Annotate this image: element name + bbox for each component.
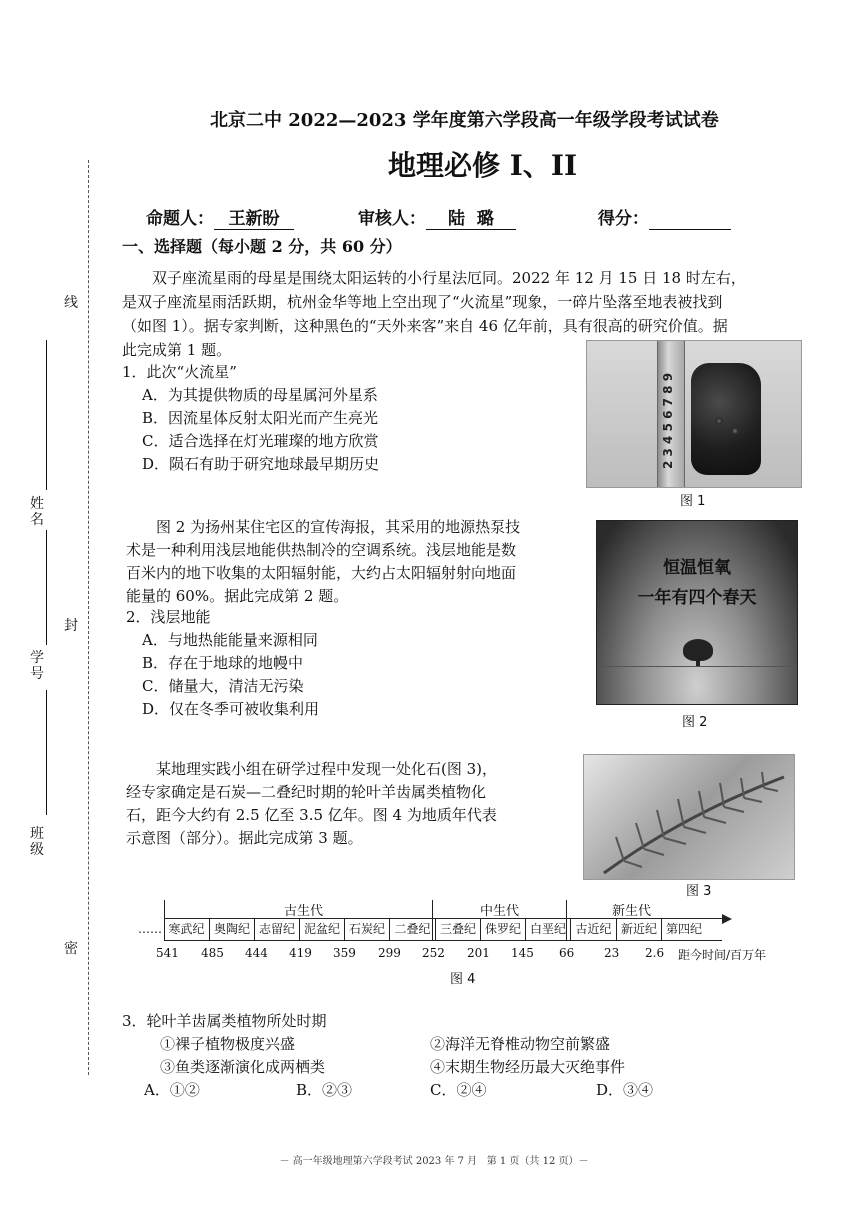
- poster-line-2: 一年有四个春天: [637, 588, 757, 608]
- period-permian: 二叠纪: [390, 918, 436, 940]
- period-row: [164, 918, 724, 940]
- era-cenozoic: 新生代: [612, 904, 652, 919]
- figure4-geologic-timeline: [136, 896, 796, 966]
- passage3-line-3: 石，距今大约有 2.5 亿至 3.5 亿年。图 4 为地质年代表: [126, 806, 497, 824]
- q1-option-d: D．陨石有助于研究地球最早期历史: [142, 455, 380, 473]
- binding-margin: [0, 0, 100, 1100]
- period-quaternary: 第四纪: [665, 922, 702, 936]
- timeline-ellipsis: ……: [138, 922, 162, 936]
- era-mesozoic: 中生代: [480, 904, 520, 919]
- poster-line-1: 恒温恒氧: [663, 558, 731, 578]
- period-devonian: 泥盆纪: [300, 918, 345, 940]
- q2-option-c: C．储量大，清洁无污染: [142, 677, 304, 695]
- passage3-line-4: 示意图（部分）。据此完成第 3 题。: [126, 829, 363, 847]
- q3-statement-1: ①裸子植物极度兴盛: [160, 1035, 296, 1053]
- q1-option-c: C．适合选择在灯光璀璨的地方欣赏: [142, 432, 379, 450]
- timeline-axis-label: 距今时间/百万年: [678, 948, 767, 962]
- q1-option-b: B．因流星体反射太阳光而产生亮光: [142, 409, 379, 427]
- passage3-line-2: 经专家确定是石炭—二叠纪时期的轮叶羊齿属类植物化: [126, 783, 487, 801]
- class-label: 班级: [30, 826, 44, 858]
- q2-option-d: D．仅在冬季可被收集利用: [142, 700, 320, 718]
- name-field-line: [46, 340, 47, 490]
- school-exam-title: 北京二中 2022—2023 学年度第六学段高一年级学段考试试卷: [210, 110, 719, 131]
- name-label: 姓名: [30, 496, 44, 528]
- q3-option-a: A．①②: [144, 1081, 200, 1099]
- subject-title: 地理必修 I、II: [388, 149, 578, 182]
- figure4-caption: 图 4: [450, 972, 476, 987]
- page-footer: － 高一年级地理第六学段考试 2023 年 7 月 第 1 页（共 12 页）－: [279, 1156, 589, 1167]
- period-cretaceous: 白垩纪: [526, 918, 571, 940]
- figure3-caption: 图 3: [686, 884, 712, 899]
- age-299: 299: [378, 946, 401, 960]
- q1-stem: 1．此次“火流星”: [122, 363, 237, 381]
- passage2-line-1: 图 2 为扬州某住宅区的宣传海报，其采用的地源热泵技: [156, 518, 521, 536]
- binding-seal-char: 封: [64, 618, 78, 634]
- age-252: 252: [422, 946, 445, 960]
- score-field[interactable]: [649, 209, 731, 230]
- age-541: 541: [156, 946, 179, 960]
- passage1-line-4: 此完成第 1 题。: [122, 341, 232, 359]
- figure1-caption: 图 1: [680, 494, 706, 509]
- age-359: 359: [333, 946, 356, 960]
- passage1-line-1: 双子座流星雨的母星是围绕太阳运转的小行星法厄同。2022 年 12 月 15 日 18 时左右，: [152, 269, 746, 287]
- age-66: 66: [559, 946, 575, 960]
- passage2-line-4: 能量的 60%。据此完成第 2 题。: [126, 587, 349, 605]
- figure2-poster: [596, 520, 798, 705]
- author-name: 王新盼: [214, 204, 294, 230]
- figure3-fossil-photo: [583, 754, 795, 880]
- horizon-line: [597, 666, 797, 667]
- period-neogene: 新近纪: [617, 918, 662, 940]
- q3-option-c: C．②④: [430, 1081, 487, 1099]
- era-paleozoic: 古生代: [284, 904, 324, 919]
- student-id-label: 学号: [30, 650, 44, 682]
- passage1-line-3: （如图 1）。据专家判断，这种黑色的“天外来客”来自 46 亿年前，具有很高的研究价值。据: [122, 317, 728, 335]
- q3-option-d: D．③④: [596, 1081, 654, 1099]
- q2-option-a: A．与地热能能量来源相同: [142, 631, 318, 649]
- period-jurassic: 侏罗纪: [481, 918, 526, 940]
- period-ordovician: 奥陶纪: [210, 918, 255, 940]
- score-label: 得分：: [597, 209, 649, 229]
- q3-statement-2: ②海洋无脊椎动物空前繁盛: [430, 1035, 611, 1053]
- age-2.6: 2.6: [645, 946, 665, 960]
- binding-dashed-line: [88, 160, 89, 1075]
- author-label: 命题人：: [146, 209, 214, 229]
- binding-line-char: 线: [64, 295, 78, 311]
- age-444: 444: [245, 946, 268, 960]
- meteorite-texture-icon: [707, 401, 747, 451]
- passage2-line-3: 百米内的地下收集的太阳辐射能，大约占太阳辐射射向地面: [126, 564, 517, 582]
- period-silurian: 志留纪: [255, 918, 300, 940]
- passage2-line-2: 术是一种利用浅层地能供热制冷的空调系统。浅层地能是数: [126, 541, 517, 559]
- age-485: 485: [201, 946, 224, 960]
- age-419: 419: [289, 946, 312, 960]
- q3-stem: 3．轮叶羊齿属类植物所处时期: [122, 1012, 327, 1030]
- period-carboniferous: 石炭纪: [345, 918, 390, 940]
- period-triassic: 三叠纪: [436, 918, 481, 940]
- class-field-line: [46, 690, 47, 815]
- passage3-line-1: 某地理实践小组在研学过程中发现一处化石(图 3)，: [156, 760, 498, 778]
- binding-secret-char: 密: [64, 941, 78, 957]
- q3-option-b: B．②③: [296, 1081, 353, 1099]
- passage1-line-2: 是双子座流星雨活跃期，杭州金华等地上空出现了“火流星”现象，一碎片坠落至地表被找到: [122, 293, 723, 311]
- tree-icon: [683, 639, 713, 661]
- timeline-bottom-line: [164, 940, 722, 941]
- reviewer-label: 审核人：: [357, 209, 426, 229]
- figure2-caption: 图 2: [682, 715, 708, 730]
- q2-stem: 2．浅层地能: [126, 608, 211, 626]
- age-145: 145: [511, 946, 534, 960]
- age-201: 201: [467, 946, 490, 960]
- section1-heading: 一、选择题（每小题 2 分，共 60 分）: [122, 237, 402, 256]
- age-23: 23: [604, 946, 620, 960]
- q2-option-b: B．存在于地球的地幔中: [142, 654, 304, 672]
- reviewer-name: 陆 璐: [426, 204, 516, 230]
- student-id-field-line: [46, 530, 47, 645]
- ruler-digits: 2 3 4 5 6 7 8 9: [661, 372, 675, 469]
- q3-statement-4: ④末期生物经历最大灭绝事件: [430, 1058, 626, 1076]
- q1-option-a: A．为其提供物质的母星属河外星系: [142, 386, 378, 404]
- period-paleogene: 古近纪: [571, 918, 617, 940]
- exam-meta-row: [146, 204, 786, 230]
- q3-statement-3: ③鱼类逐渐演化成两栖类: [160, 1058, 326, 1076]
- period-cambrian: 寒武纪: [164, 918, 210, 940]
- fern-fossil-icon: [584, 755, 794, 879]
- figure1-meteorite-photo: [586, 340, 802, 488]
